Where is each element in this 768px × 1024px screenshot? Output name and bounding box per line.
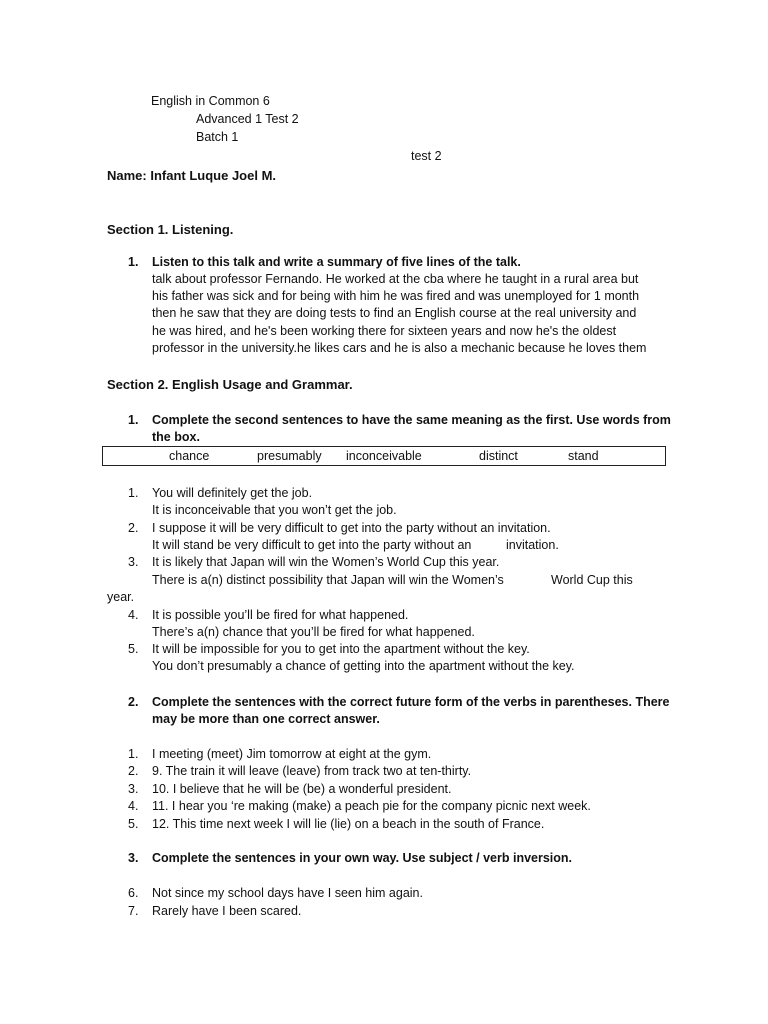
item-number: 4. <box>128 799 139 813</box>
word-box <box>102 446 666 466</box>
course-title: English in Common 6 <box>151 94 270 108</box>
item-sentence: It will be impossible for you to get into the apartment without the key. <box>152 642 530 656</box>
item-sentence: It is likely that Japan will win the Women’s World Cup this year. <box>152 555 500 569</box>
item-sentence: Rarely have I been scared. <box>152 904 302 918</box>
question-prompt: Complete the sentences with the correct future form of the verbs in parentheses. There <box>152 695 670 709</box>
item-number: 6. <box>128 886 139 900</box>
item-answer: There is a(n) distinct possibility that Japan will win the Women’s <box>152 573 504 587</box>
item-sentence: You will definitely get the job. <box>152 486 313 500</box>
item-number: 3. <box>128 555 139 569</box>
batch-label: Batch 1 <box>196 130 239 144</box>
question-prompt: Complete the sentences in your own way. Use subject / verb inversion. <box>152 851 573 865</box>
box-word: stand <box>568 449 599 463</box>
question-prompt: the box. <box>152 430 200 444</box>
answer-line: talk about professor Fernando. He worked at the cba where he taught in a rural area but <box>152 272 639 286</box>
answer-line: his father was sick and for being with him he was fired and was unemployed for 1 month <box>152 289 640 303</box>
item-answer: It is inconceivable that you won’t get the job. <box>152 503 397 517</box>
question-number: 1. <box>128 413 139 427</box>
box-word: distinct <box>479 449 518 463</box>
question-prompt: may be more than one correct answer. <box>152 712 380 726</box>
item-number: 5. <box>128 817 139 831</box>
item-answer: You don’t presumably a chance of getting into the apartment without the key. <box>152 659 575 673</box>
item-number: 3. <box>128 782 139 796</box>
item-sentence: I meeting (meet) Jim tomorrow at eight at the gym. <box>152 747 432 761</box>
item-number: 1. <box>128 486 139 500</box>
question-number: 3. <box>128 851 139 865</box>
test-subtitle: Advanced 1 Test 2 <box>196 112 299 126</box>
item-number: 2. <box>128 764 139 778</box>
item-answer-wrap: year. <box>107 590 135 604</box>
answer-line: professor in the university.he likes cars and he is also a mechanic because he loves them <box>152 341 647 355</box>
item-number: 1. <box>128 747 139 761</box>
test-label: test 2 <box>411 149 442 163</box>
item-number: 2. <box>128 521 139 535</box>
section-1-title: Section 1. Listening. <box>107 222 234 237</box>
question-prompt: Listen to this talk and write a summary of five lines of the talk. <box>152 255 521 269</box>
item-sentence: It is possible you’ll be fired for what happened. <box>152 608 409 622</box>
box-word: chance <box>169 449 210 463</box>
item-sentence: 9. The train it will leave (leave) from track two at ten-thirty. <box>152 764 472 778</box>
item-number: 4. <box>128 608 139 622</box>
box-word: presumably <box>257 449 322 463</box>
item-sentence: 12. This time next week I will lie (lie) on a beach in the south of France. <box>152 817 545 831</box>
item-answer: It will stand be very difficult to get into the party without an <box>152 538 472 552</box>
item-answer-tail: World Cup this <box>551 573 633 587</box>
item-number: 5. <box>128 642 139 656</box>
question-number: 2. <box>128 695 139 709</box>
section-2-title: Section 2. English Usage and Grammar. <box>107 377 353 392</box>
student-name: Name: Infant Luque Joel M. <box>107 168 277 183</box>
item-answer: There’s a(n) chance that you’ll be fired for what happened. <box>152 625 475 639</box>
question-number: 1. <box>128 255 139 269</box>
question-prompt: Complete the second sentences to have the same meaning as the first. Use words from <box>152 413 671 427</box>
item-sentence: 10. I believe that he will be (be) a wonderful president. <box>152 782 452 796</box>
box-word: inconceivable <box>346 449 422 463</box>
item-sentence: Not since my school days have I seen him again. <box>152 886 423 900</box>
answer-line: he was hired, and he's been working there for sixteen years and now he's the oldest <box>152 324 617 338</box>
item-sentence: 11. I hear you ‘re making (make) a peach pie for the company picnic next week. <box>152 799 591 813</box>
item-answer-tail: invitation. <box>506 538 559 552</box>
item-sentence: I suppose it will be very difficult to get into the party without an invitation. <box>152 521 551 535</box>
answer-line: then he saw that they are doing tests to find an English course at the real university and <box>152 306 637 320</box>
item-number: 7. <box>128 904 139 918</box>
